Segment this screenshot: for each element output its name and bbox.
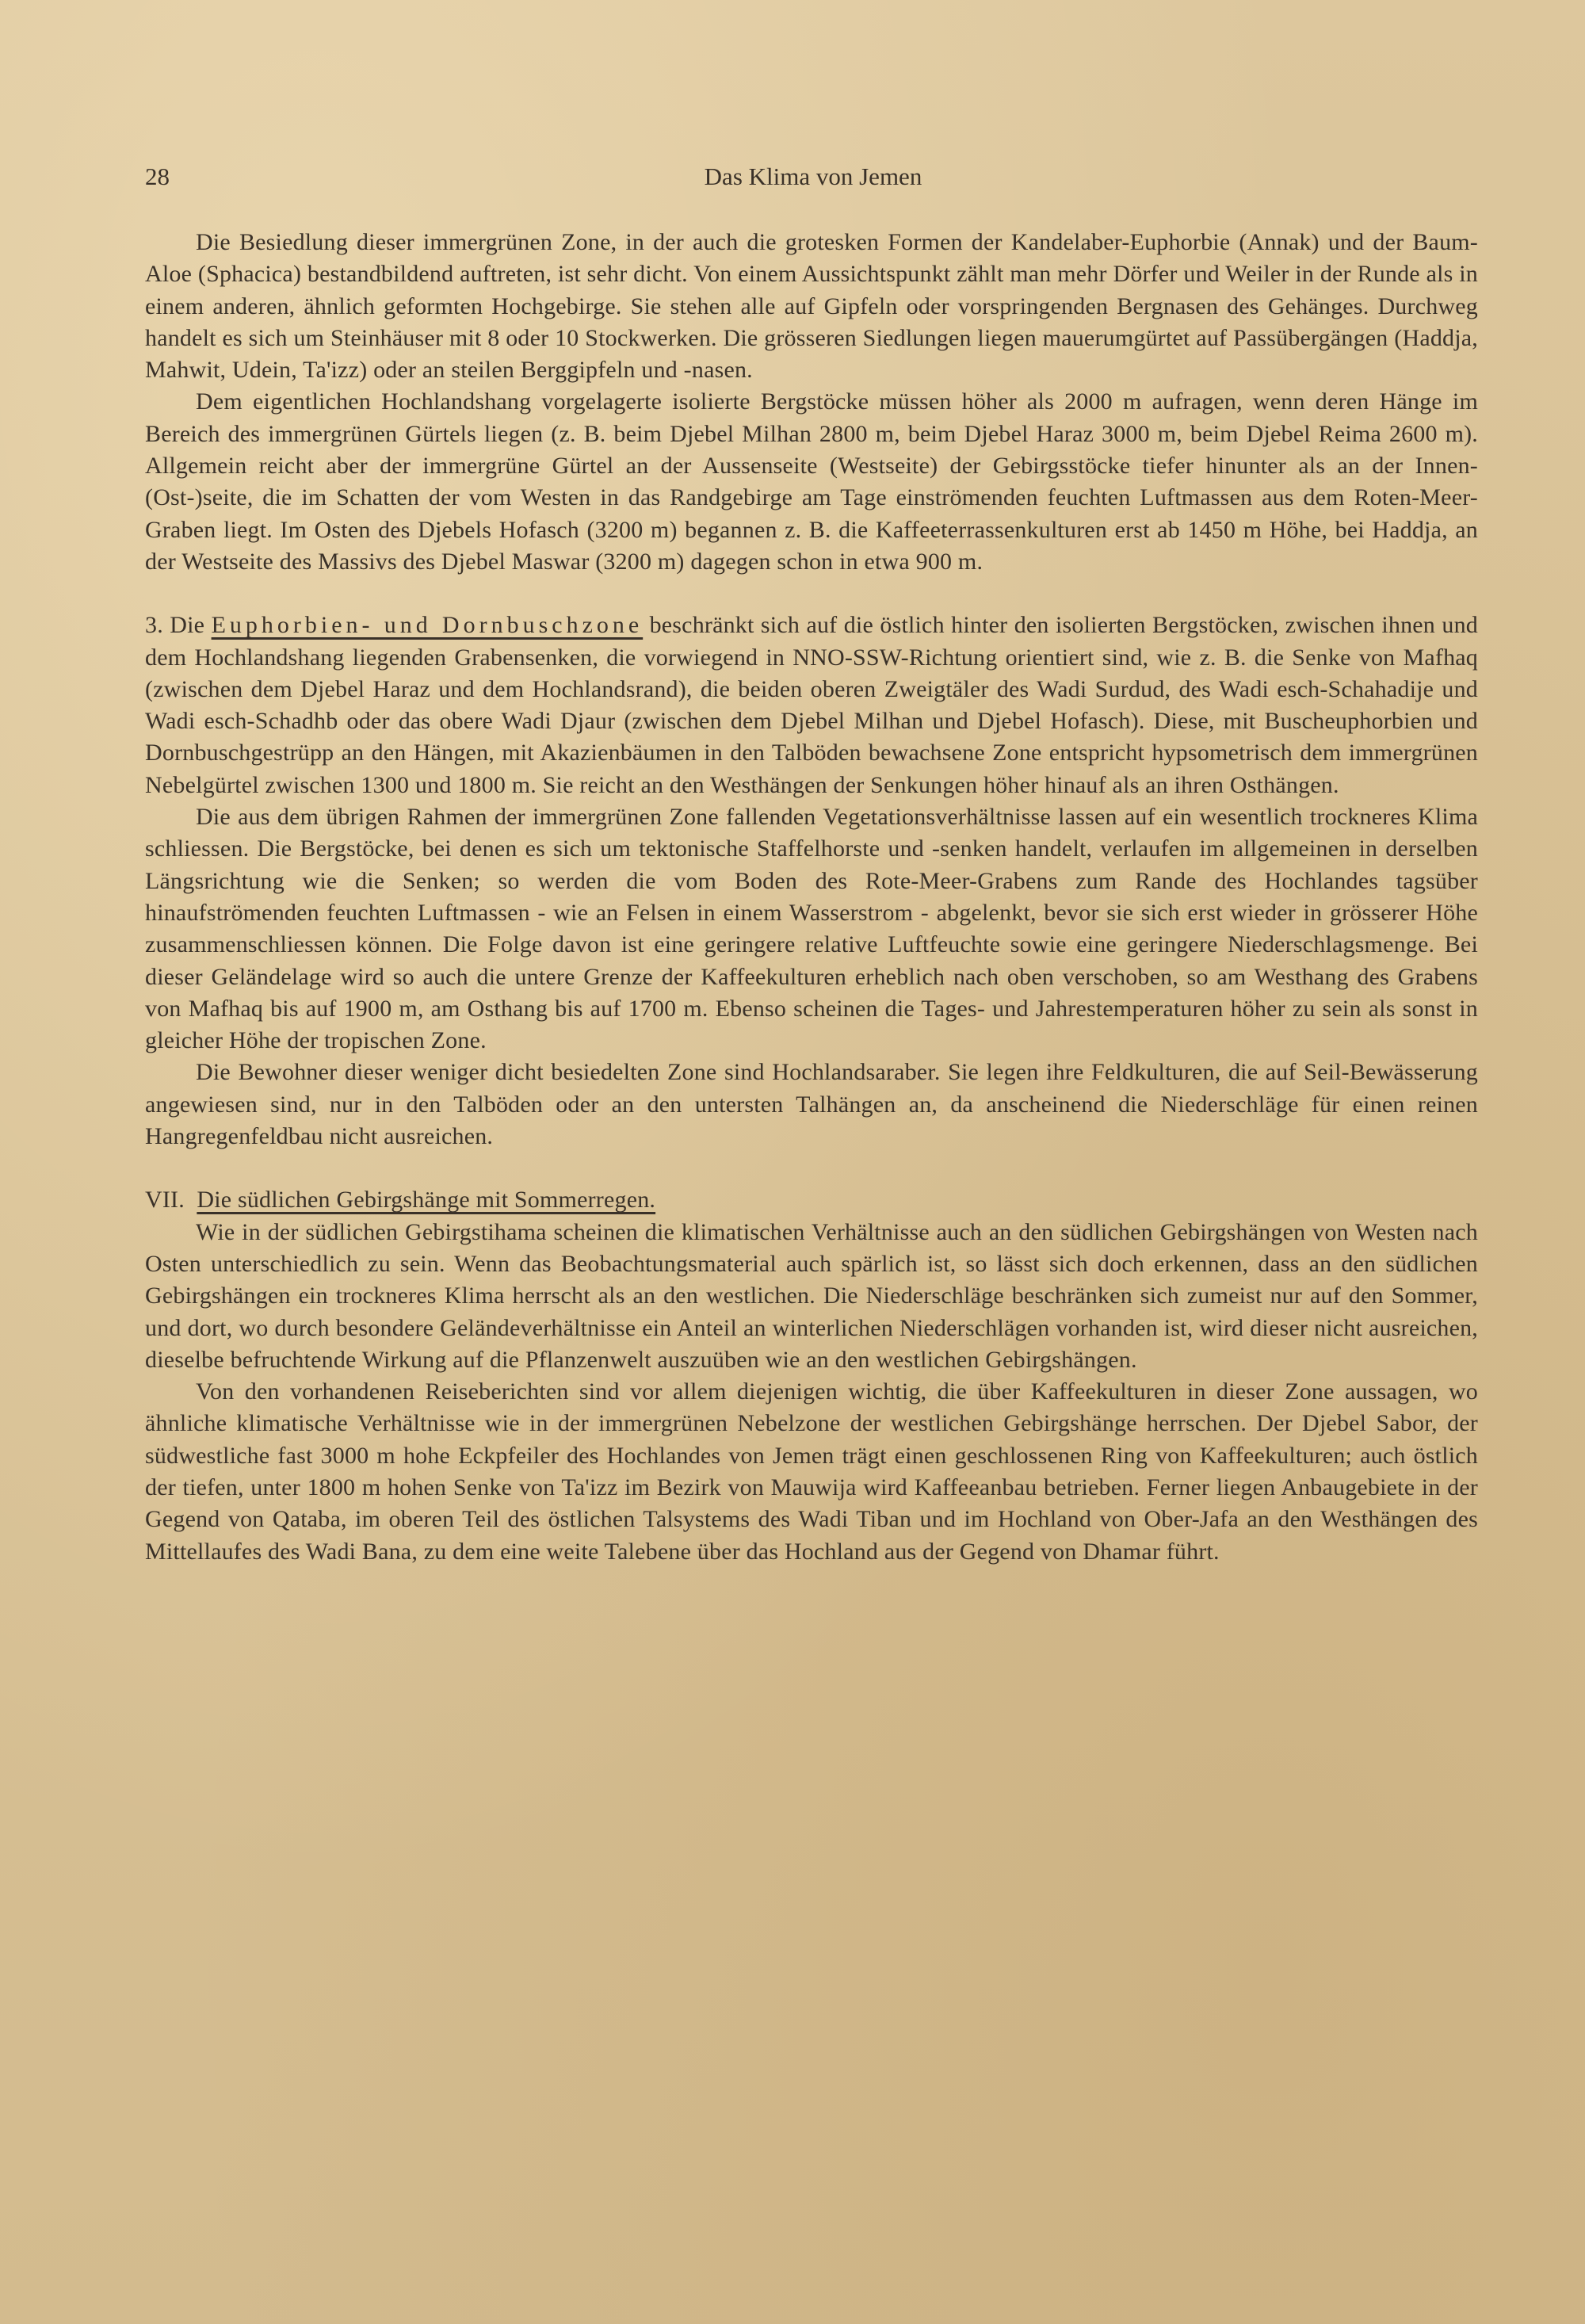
paragraph-southern-slopes: Wie in der südlichen Gebirgstihama scheinen die klimatischen Verhältnisse auch an den südlichen Gebirgshängen von Westen nach Osten unterschiedlich zu sein. Wenn das Beobachtungsmaterial auch spärlich ist, so lässt sich doch erkennen, dass an den südlichen Gebirgshängen ein trockneres Klima herrscht als an den westlichen. Die Niederschläge beschränken sich zumeist nur auf den Sommer, und dort, wo durch besondere Geländeverhältnisse ein Anteil an winterlichen Niederschlägen vorhanden ist, wird dieser nicht ausreichen, dieselbe befruchtende Wirkung auf die Pflanzenwelt auszuüben wie an den westlichen Gebirgshängen.: [145, 1218, 1478, 1373]
section-7-number: VII.: [145, 1187, 185, 1214]
page-number: 28: [145, 162, 170, 190]
body-text: [145, 227, 1478, 1568]
paragraph-travel-reports: Von den vorhandenen Reiseberichten sind vor allem diejenigen wichtig, die über Kaffeekulturen in dieser Zone aussagen, wo ähnliche klimatische Verhältnisse wie in der immergrünen Nebelzone der westlichen Gebirgshänge herrschen. Der Djebel Sabor, der südwestliche fast 3000 m hohe Eckpfeiler des Hochlandes von Jemen trägt einen geschlossenen Ring von Kaffeekulturen; auch östlich der tiefen, unter 1800 m hohen Senke von Ta'izz im Bezirk von Mauwija wird Kaffeeanbau betrieben. Ferner liegen Anbaugebiete in der Gegend von Qataba, im oberen Teil des östlichen Talsystems des Wadi Tiban und im Hochland von Ober-Jafa an den Westhängen des Mittellaufes des Wadi Bana, zu dem eine weite Talebene über das Hochland aus der Gegend von Dhamar führt.: [145, 1378, 1478, 1565]
section-7-heading-line: [145, 1184, 1478, 1216]
running-title: Das Klima von Jemen: [704, 162, 922, 190]
paragraph-mountain-blocks: Dem eigentlichen Hochlandshang vorgelagerte isolierte Bergstöcke müssen höher als 2000 m aufragen, wenn deren Hänge im Bereich des immergrünen Gürtels liegen (z. B. beim Djebel Milhan 2800 m, beim Djebel Haraz 3000 m, beim Djebel Reima 2600 m). Allgemein reicht aber der immergrüne Gürtel an der Aussenseite (Westseite) der Gebirgsstöcke tiefer hinunter als an der Innen- (Ost-)seite, die im Schatten der vom Westen in das Randgebirge am Tage einströmenden feuchten Luftmassen aus dem Roten-Meer-Graben liegt. Im Osten des Djebels Hofasch (3200 m) begannen z. B. die Kaffeeterrassenkulturen erst ab 1450 m Höhe, bei Haddja, an der Westseite des Massivs des Djebel Maswar (3200 m) dagegen schon in etwa 900 m.: [145, 388, 1478, 575]
paragraph-settlement: Die Besiedlung dieser immergrünen Zone, in der auch die grotesken Formen der Kandelaber-Euphorbie (Annak) und der Baum-Aloe (Sphacica) bestandbildend auftreten, ist sehr dicht. Von einem Aussichtspunkt zählt man mehr Dörfer und Weiler in der Runde als in einem anderen, ähnlich geformten Hochgebirge. Sie stehen alle auf Gipfeln oder vorspringenden Bergnasen des Gehänges. Durchweg handelt es sich um Steinhäuser mit 8 oder 10 Stockwerken. Die grösseren Siedlungen liegen mauerumgürtet auf Passübergängen (Haddja, Mahwit, Udein, Ta'izz) oder an steilen Berggipfeln und -nasen.: [145, 229, 1478, 384]
section-3-heading: Euphorbien- und Dornbuschzone: [211, 612, 644, 639]
paragraph-inhabitants: Die Bewohner dieser weniger dicht besiedelten Zone sind Hochlandsaraber. Sie legen ihre Feldkulturen, die auf Seil-Bewässerung angewiesen sind, nur in den Talböden oder an den untersten Talhängen an, da anscheinend die Niederschläge für einen reinen Hangregenfeldbau nicht ausreichen.: [145, 1059, 1478, 1150]
section-3-number: 3. Die: [145, 612, 205, 639]
section-3-paragraph-text: beschränkt sich auf die östlich hinter den isolierten Bergstöcken, zwischen ihnen und dem Hochlandshang liegenden Grabensenken, die vorwiegend in NNO-SSW-Richtung orientiert sind, wie z. B. die Senke von Mafhaq (zwischen dem Djebel Haraz und dem Hochlandsrand), die beiden oberen Zweigtäler des Wadi Surdud, des Wadi esch-Schahadije und Wadi esch-Schadhb oder das obere Wadi Djaur (zwischen dem Djebel Milhan und Djebel Hofasch). Diese, mit Buscheuphorbien und Dornbuschgestrüpp an den Hängen, mit Akazienbäumen in den Talböden bewachsene Zone entspricht hypsometrisch dem immergrünen Nebelgürtel zwischen 1300 und 1800 m. Sie reicht an den Westhängen der Senkungen höher hinauf als an ihren Osthängen.: [145, 612, 1478, 798]
section-7-heading: Die südlichen Gebirgshänge mit Sommerregen.: [197, 1187, 656, 1214]
section-3-paragraph: [145, 610, 1478, 801]
paragraph-vegetation: Die aus dem übrigen Rahmen der immergrünen Zone fallenden Vegetationsverhältnisse lassen auf ein wesentlich trockneres Klima schliessen. Die Bergstöcke, bei denen es sich um tektonische Staffelhorste und -senken handelt, verlaufen im allgemeinen in derselben Längsrichtung wie die Senken; so werden die vom Boden des Rote-Meer-Grabens zum Rande des Hochlandes tagsüber hinaufströmenden feuchten Luftmassen - wie an Felsen in einem Wasserstrom - abgelenkt, bevor sie sich erst wieder in grösserer Höhe zusammenschliessen können. Die Folge davon ist eine geringere relative Luftfeuchte sowie eine geringere Niederschlagsmenge. Bei dieser Geländelage wird so auch die untere Grenze der Kaffeekulturen erheblich nach oben verschoben, so am Westhang des Grabens von Mafhaq bis auf 1900 m, am Osthang bis auf 1700 m. Ebenso scheinen die Tages- und Jahrestemperaturen höher zu sein als sonst in gleicher Höhe der tropischen Zone.: [145, 804, 1478, 1054]
